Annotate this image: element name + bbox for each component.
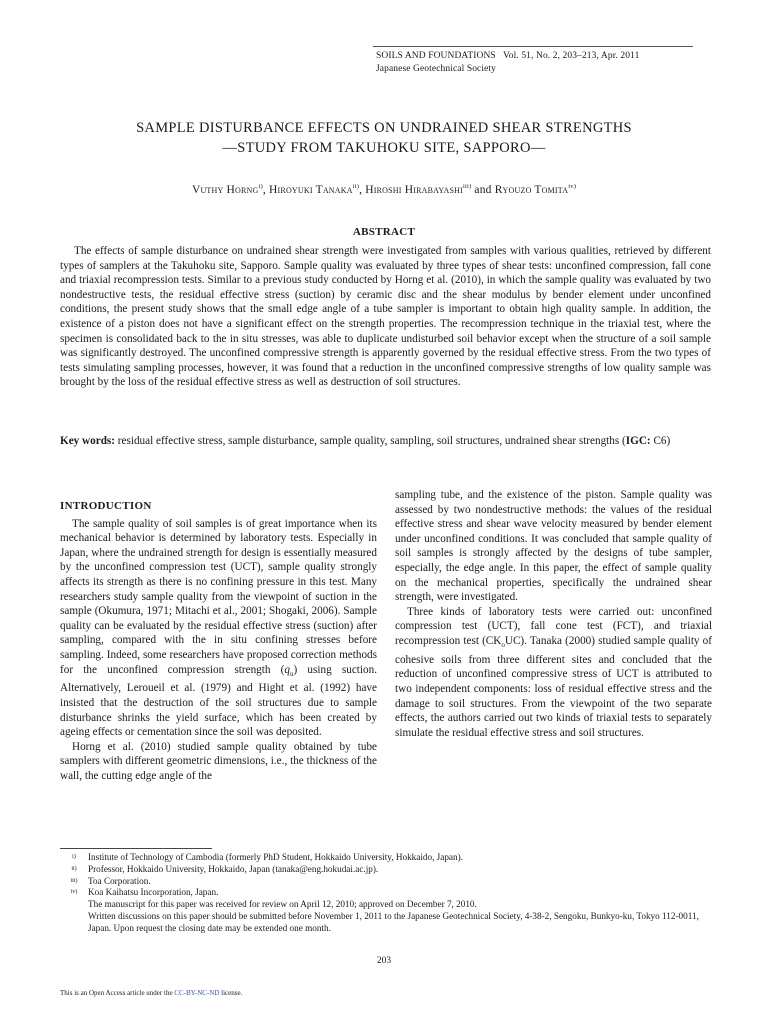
footnote-text: Toa Corporation. <box>88 875 151 886</box>
abstract-text: The effects of sample disturbance on undrained shear strength were investigated from samples with various qualities, retrieved by different types of samplers at the Takuhoku site, Sapporo. Sample quality was evaluated by three types of shear tests: unconfined compression, fall cone and triaxial recompression tests. Similar to a previous study conducted by Horng et al. (2010), in which the sample quality was evaluated by two nondestructive tests, the residual effective stress (suction) by ceramic disc and the shear modulus by bender element under unconfined conditions, the present study shows that the small edge angle of a tube sampler is important to obtain high quality sample. In addition, the existence of a piston does not have a significant effect on the strength properties. The recompression technique in the triaxial test, where the specimen is consolidated back to the in situ stresses, was able to duplicate undisturbed soil behavior except when the structure of a soil sample was significantly destroyed. The unconfined compressive strength is apparently governed by the residual effective stress. From the two types of tests simulating sampling processes, however, it was found that a reduction in the unconfined compressive strengths of low quality sample was brought by the loss of the residual effective stress as well as destruction of soil structures. <box>60 245 711 389</box>
footnotes <box>60 852 711 935</box>
footnote-mark <box>60 911 88 935</box>
footnote-mark: i) <box>72 854 76 860</box>
journal-citation: SOILS AND FOUNDATIONS Vol. 51, No. 2, 203–213, Apr. 2011 <box>376 51 640 61</box>
intro-paragraph-1-part-b: ) using suction. Alternatively, Leroueil et al. (1979) and Hight et al. (1992) have insisted that the destruction of the soil structures due to sample disturbance shrinks the yield surface, which has been created by ageing effects or cementation since the soil was deposited. <box>60 663 377 739</box>
license-suffix: license. <box>219 989 243 997</box>
footnote <box>60 911 711 935</box>
footnote <box>60 852 711 864</box>
symbol-q: q <box>284 663 290 676</box>
left-column <box>60 499 377 784</box>
intro-paragraph-4 <box>395 605 712 741</box>
keywords-text: residual effective stress, sample disturbance, sample quality, sampling, soil structures, undrained shear strengths ( <box>115 435 626 447</box>
ck-subscript: o <box>501 641 505 650</box>
affiliation-mark: ii) <box>352 183 360 190</box>
journal-header <box>376 50 639 75</box>
footnote-text: Institute of Technology of Cambodia (formerly PhD Student, Hokkaido University, Hokkaido, Japan). <box>88 852 463 862</box>
symbol-q-subscript: u <box>290 669 294 678</box>
intro-paragraph-1 <box>60 517 377 740</box>
author-separator: and <box>471 183 495 196</box>
society-name: Japanese Geotechnical Society <box>376 63 497 74</box>
affiliation-mark: iii) <box>462 183 472 190</box>
footnote <box>60 887 711 899</box>
footnote-text: Written discussions on this paper should be submitted before November 1, 2011 to the Japanese Geotechnical Society, 4-38-2, Sengoku, Bunkyo-ku, Tokyo 112-0011, Japan. Upon request the closing date may be extended one month. <box>88 910 699 933</box>
affiliation-mark: iv) <box>568 183 577 190</box>
igc-label: IGC: <box>625 435 651 447</box>
right-column <box>395 488 712 740</box>
license-link[interactable]: CC-BY-NC-ND <box>174 989 220 997</box>
author-name: Hiroshi Hirabayashi <box>365 183 463 196</box>
intro-paragraph-2: Horng et al. (2010) studied sample quality obtained by tube samplers with different geometric dimensions, i.e., the thickness of the wall, the cutting edge angle of the <box>60 740 377 782</box>
abstract-heading: ABSTRACT <box>352 226 416 238</box>
footnote-text: Professor, Hokkaido University, Hokkaido, Japan (tanaka@eng.hokudai.ac.jp). <box>88 863 379 874</box>
affiliation-mark: i) <box>258 183 263 190</box>
keywords-label: Key words: <box>60 435 115 447</box>
footnote-text: The manuscript for this paper was received for review on April 12, 2010; approved on December 7, 2010. <box>88 899 477 910</box>
title-line-1: SAMPLE DISTURBANCE EFFECTS ON UNDRAINED SHEAR STRENGTHS <box>136 120 632 136</box>
author-separator: , <box>262 183 270 196</box>
author-separator: , <box>359 183 366 196</box>
keywords <box>60 434 711 449</box>
page-number: 203 <box>376 956 392 966</box>
license-notice <box>60 989 242 997</box>
footnote-rule <box>60 848 212 849</box>
introduction-heading: INTRODUCTION <box>60 500 152 512</box>
footnote-mark: iv) <box>70 889 78 896</box>
footnote-mark: ii) <box>71 865 77 872</box>
title-line-2: —STUDY FROM TAKUHOKU SITE, SAPPORO— <box>222 140 546 156</box>
intro-paragraph-4-part-b: UC). Tanaka (2000) studied sample quality of cohesive soils from three different sites and concluded that the reduction of unconfined compressive stress of UCT is attributed to two independent components: loss of residual effective stress and the damage to soil structures. From the viewpoint of the two separate effects, the authors carried out two kinds of triaxial tests to separately simulate the residual effective stress and soil structures. <box>395 634 712 739</box>
footnote-mark: iii) <box>70 877 78 884</box>
footnote-mark <box>60 899 88 911</box>
igc-value: C6) <box>650 435 671 447</box>
footnote <box>60 899 711 911</box>
header-rule <box>373 46 693 47</box>
paper-title <box>60 118 708 158</box>
intro-paragraph-3: sampling tube, and the existence of the piston. Sample quality was assessed by two nondestructive methods: the values of the residual effective stress and shear wave velocity measured by bender element under unconfined conditions. It was concluded that sample quality of soil samples is strongly affected by the designs of tube sampler, especially, the edge angle. In this paper, the effect of sample quality on the mechanical properties, specifically the undrained shear strength, were investigated. <box>395 489 712 604</box>
footnote-text: Koa Kaihatsu Incorporation, Japan. <box>88 887 219 898</box>
intro-paragraph-4-part-a: Three kinds of laboratory tests were carried out: unconfined compression test (UCT), fall cone test (FCT), and triaxial recompression test (CK <box>395 605 712 647</box>
intro-paragraph-1-part-a: The sample quality of soil samples is of great importance when its mechanical behavior is determined by laboratory tests. Especially in Japan, where the undrained strength for design is essentially measured by the unconfined compression test (UCT), sample quality strongly affects its strength as there is no confining pressure in this test. Many researchers study sample quality from the viewpoint of suction in the sample (Okumura, 1971; Mitachi et al., 2001; Shogaki, 2006). Sample quality can be evaluated by the residual effective stress (suction) after sampling, compared with the in situ confining stresses before sampling. Indeed, some researchers have proposed correction methods for the unconfined compression strength ( <box>60 517 377 676</box>
footnote <box>60 876 711 888</box>
author-name: Ryouzo Tomita <box>494 183 569 196</box>
author-list <box>60 183 708 196</box>
author-name: Hiroyuki Tanaka <box>269 183 353 196</box>
author-name: Vuthy Horng <box>191 183 259 196</box>
license-prefix: This is an Open Access article under the <box>60 989 175 997</box>
footnote <box>60 864 711 876</box>
